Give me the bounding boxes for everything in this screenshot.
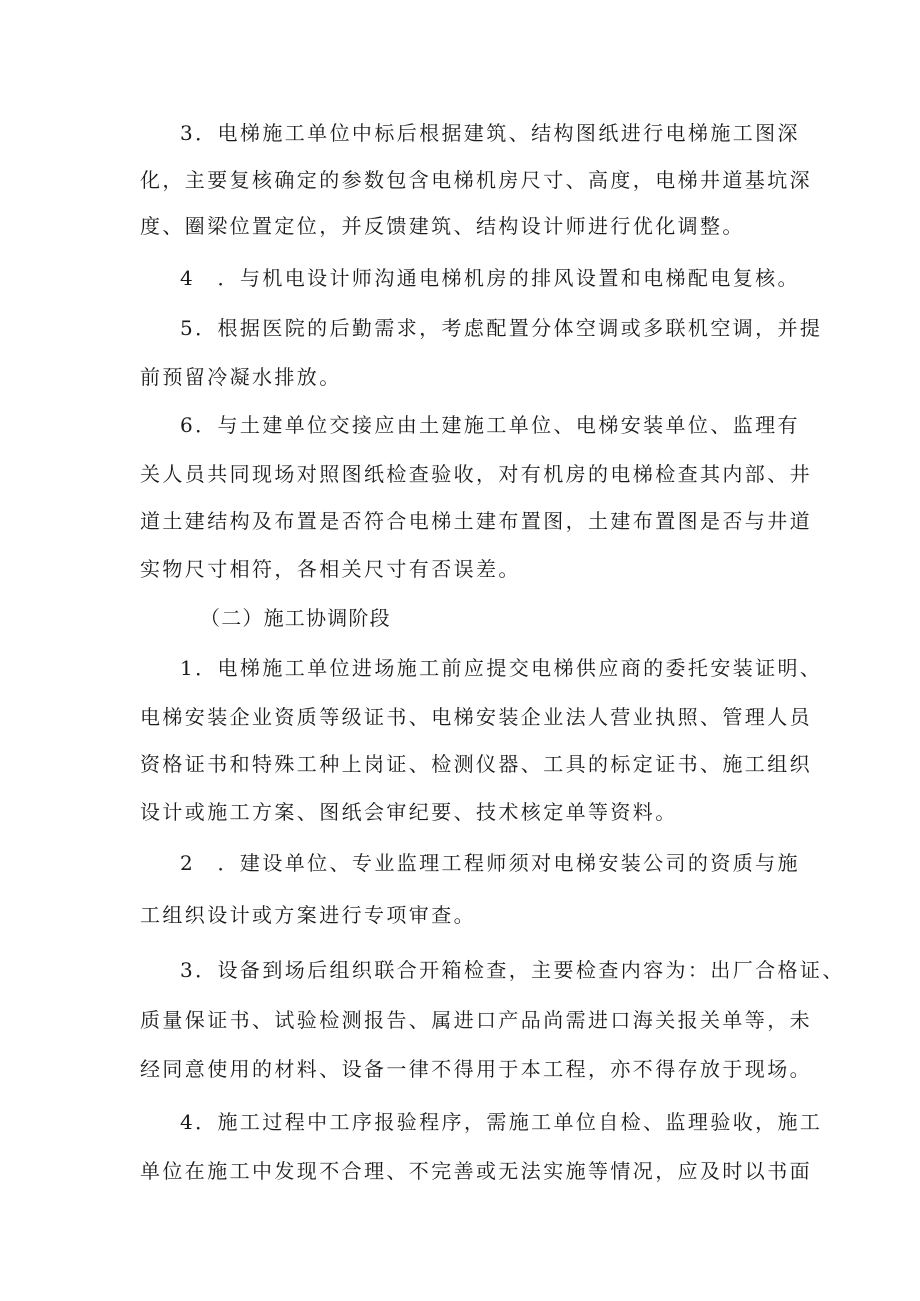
item-4-line-2: 单位在施工中发现不合理、不完善或无法实施等情况，应及时以书面 [140,1159,812,1183]
paragraph-6-line-4: 实物尺寸相符，各相关尺寸有否误差。 [140,557,521,581]
item-1-line-1: 1．电梯施工单位进场施工前应提交电梯供应商的委托安装证明、 [180,656,823,680]
section-heading: （二）施工协调阶段 [200,606,391,630]
item-2-line-1: 2 ．建设单位、专业监理工程师须对电梯安装公司的资质与施 [180,851,800,875]
paragraph-3-line-2: 化，主要复核确定的参数包含电梯机房尺寸、高度，电梯井道基坑深 [140,168,812,192]
paragraph-5-line-2: 前预留冷凝水排放。 [140,365,342,389]
item-1-line-2: 电梯安装企业资质等级证书、电梯安装企业法人营业执照、管理人员 [140,705,812,729]
item-1-line-4: 设计或施工方案、图纸会审纪要、技术核定单等资料。 [140,800,678,824]
paragraph-5-line-1: 5．根据医院的后勤需求，考虑配置分体空调或多联机空调，并提 [180,316,823,340]
item-3-line-1: 3．设备到场后组织联合开箱检查，主要检查内容为：出厂合格证、 [180,958,845,982]
item-3-line-2: 质量保证书、试验检测报告、属进口产品尚需进口海关报关单等，未 [140,1008,812,1032]
item-4-line-1: 4．施工过程中工序报验程序，需施工单位自检、监理验收，施工 [180,1110,823,1134]
paragraph-6-line-3: 道土建结构及布置是否符合电梯土建布置图，土建布置图是否与井道 [140,509,812,533]
paragraph-3-line-1: 3．电梯施工单位中标后根据建筑、结构图纸进行电梯施工图深 [180,121,800,145]
paragraph-3-line-3: 度、圈梁位置定位，并反馈建筑、结构设计师进行优化调整。 [140,214,745,238]
item-1-line-3: 资格证书和特殊工种上岗证、检测仪器、工具的标定证书、施工组织 [140,752,812,776]
paragraph-6-line-1: 6．与土建单位交接应由土建施工单位、电梯安装单位、监理有 [180,413,800,437]
paragraph-6-line-2: 关人员共同现场对照图纸检查验收，对有机房的电梯检查其内部、井 [140,462,812,486]
paragraph-4-line-1: 4 ．与机电设计师沟通电梯机房的排风设置和电梯配电复核。 [180,266,800,290]
item-2-line-2: 工组织设计或方案进行专项审查。 [140,903,476,927]
item-3-line-3: 经同意使用的材料、设备一律不得用于本工程，亦不得存放于现场。 [140,1057,812,1081]
